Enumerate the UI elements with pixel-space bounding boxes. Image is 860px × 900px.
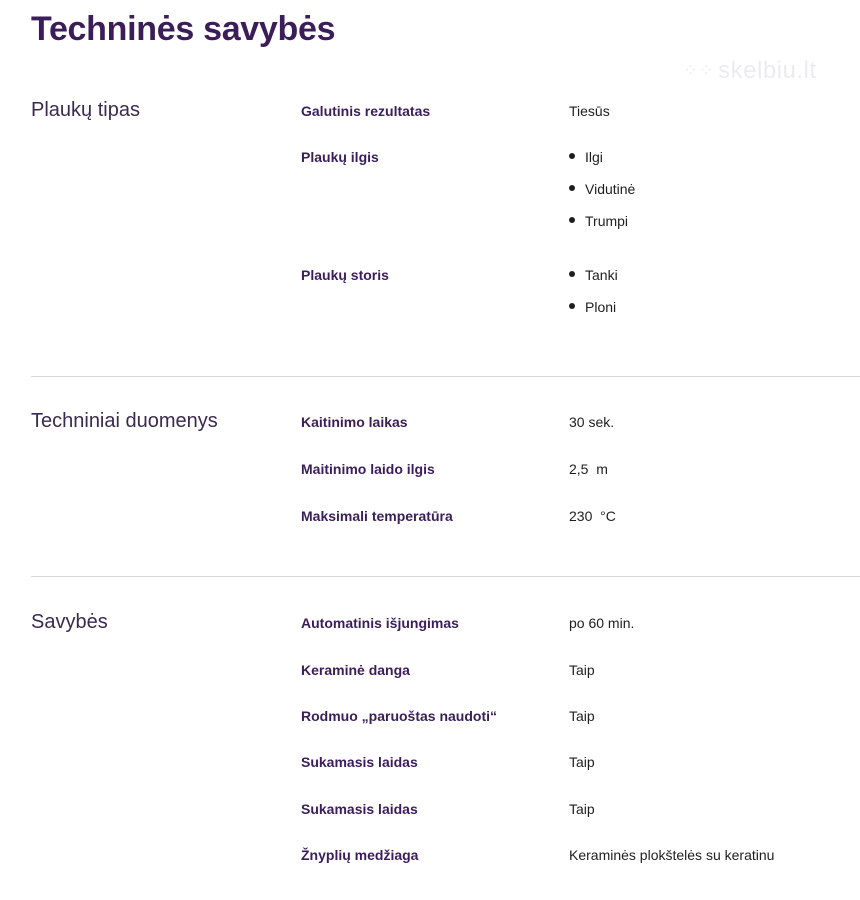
spec-label: Plaukų storis [301,267,389,283]
list-item [569,297,618,329]
spec-label: Kaitinimo laikas [301,414,408,430]
spec-label: Sukamasis laidas [301,754,418,770]
bullet-icon [569,153,575,159]
list-item-text: Vidutinė [585,181,636,197]
bullet-icon [569,185,575,191]
bullet-icon [569,217,575,223]
spec-value: Taip [569,754,595,770]
spec-label: Žnyplių medžiaga [301,847,419,863]
spec-value-list [569,147,635,243]
section-title: Savybės [31,611,108,633]
spec-value: Taip [569,708,595,724]
spec-label: Rodmuo „paruoštas naudoti“ [301,708,497,724]
spec-value: Taip [569,662,595,678]
list-item-text: Trumpi [585,213,629,229]
watermark-dots-icon: ⁘⁘ [683,60,715,80]
spec-label: Sukamasis laidas [301,801,418,817]
section-title: Plaukų tipas [31,99,140,121]
spec-value: 230 °C [569,508,616,524]
list-item-text: Tanki [585,267,618,283]
watermark-text: skelbiu.lt [718,57,817,84]
spec-label: Automatinis išjungimas [301,615,459,631]
bullet-icon [569,303,575,309]
spec-value: Tiesūs [569,103,610,119]
spec-label: Maksimali temperatūra [301,508,453,524]
list-item [569,179,635,211]
list-item [569,147,635,179]
spec-value: 30 sek. [569,414,615,430]
spec-value: Taip [569,801,595,817]
bullet-icon [569,271,575,277]
section-divider [31,376,860,377]
page-title: Techninės savybės [31,10,336,48]
spec-value: 2,5 m [569,461,608,477]
list-item [569,211,635,243]
spec-label: Keraminė danga [301,662,410,678]
spec-value: po 60 min. [569,615,635,631]
spec-label: Maitinimo laido ilgis [301,461,435,477]
section-divider [31,576,860,577]
spec-value-list [569,265,618,329]
section-title: Techniniai duomenys [31,410,218,432]
list-item-text: Ilgi [585,149,603,165]
spec-label: Plaukų ilgis [301,149,379,165]
spec-label: Galutinis rezultatas [301,103,431,119]
spec-value: Keraminės plokštelės su keratinu [569,847,775,863]
list-item [569,265,618,297]
list-item-text: Ploni [585,299,617,315]
watermark [683,56,817,85]
